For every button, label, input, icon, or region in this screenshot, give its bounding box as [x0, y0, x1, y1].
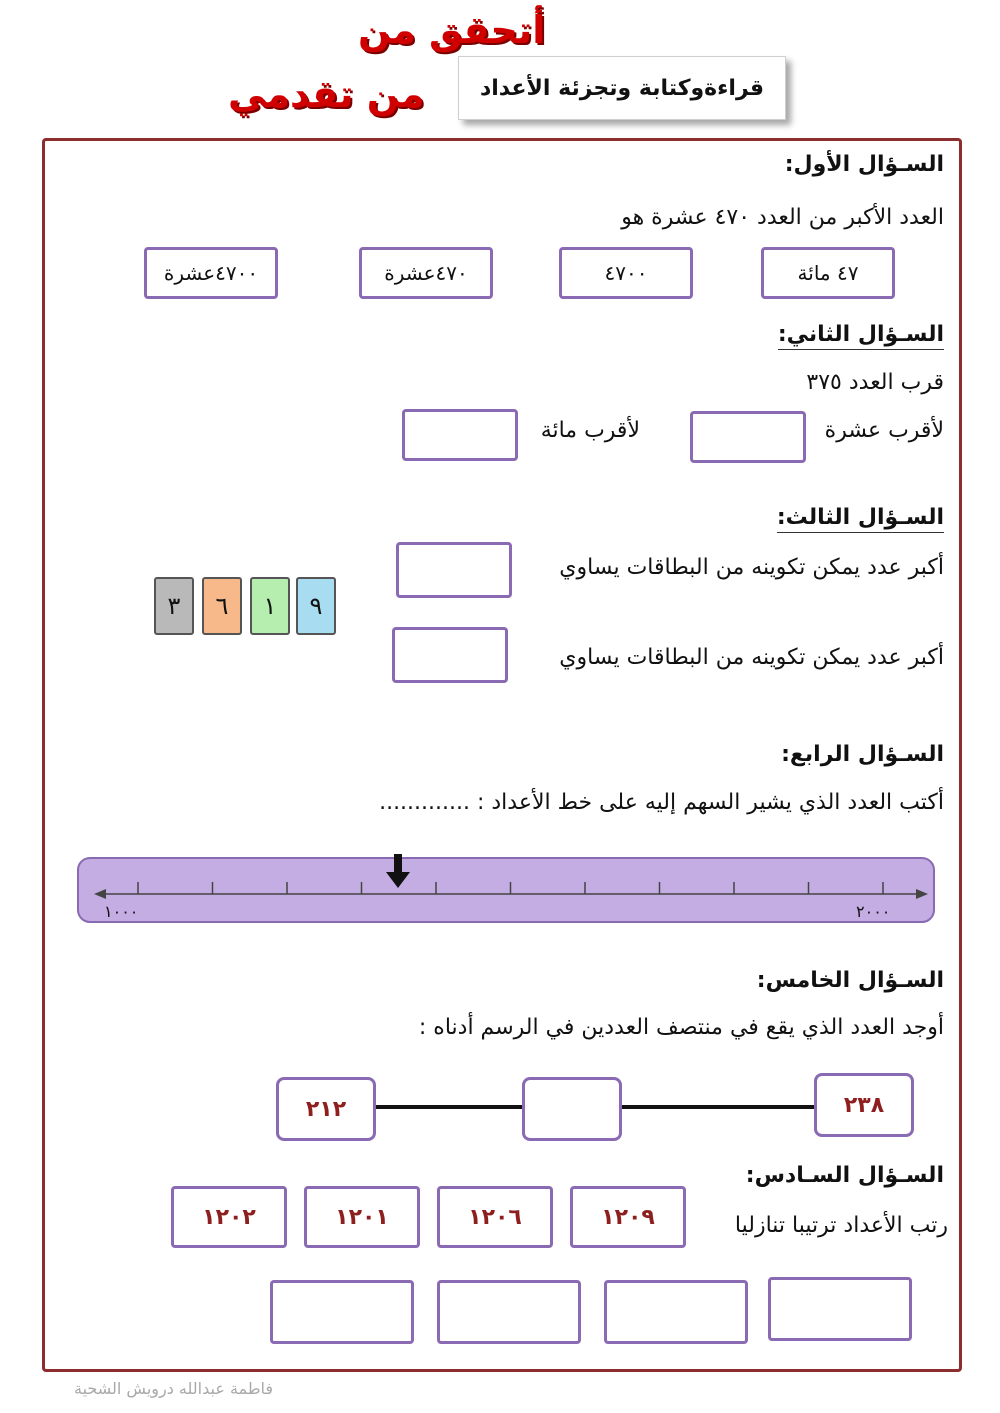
q3-line1: أكبر عدد يمكن تكوينه من البطاقات يساوي [559, 555, 944, 580]
number-line-bar [78, 858, 934, 922]
q3-heading: السـؤال الثالث: [777, 505, 944, 533]
digit-card-3: ٣ [154, 577, 194, 635]
q5-text: أوجد العدد الذي يقع في منتصف العددين في الرسم أدناه : [418, 1015, 944, 1040]
q1-option-2[interactable]: ٤٧٠٠ [559, 247, 693, 299]
q4-heading: السـؤال الرابع: [781, 742, 944, 767]
q1-option-3[interactable]: ٤٧٠عشرة [359, 247, 493, 299]
title-line1: أتحقق من [358, 8, 546, 52]
digit-card-9: ٩ [296, 577, 336, 635]
q6-number-3: ١٢٠١ [304, 1186, 420, 1248]
q1-option-4[interactable]: ٤٧٠٠عشرة [144, 247, 278, 299]
title-line2: من تقدمي [228, 72, 425, 116]
q1-text: العدد الأكبر من العدد ٤٧٠ عشرة هو [621, 205, 944, 230]
q2-answer-hundred[interactable] [402, 409, 518, 461]
q6-number-4: ١٢٠٢ [171, 1186, 287, 1248]
q2-heading: السـؤال الثاني: [778, 322, 944, 350]
topic-box: قراءةوكتابة وتجزئة الأعداد [458, 56, 786, 120]
q2-label-hundred: لأقرب مائة [540, 418, 640, 443]
q6-text: رتب الأعداد ترتيبا تنازليا [734, 1213, 948, 1238]
digit-card-6: ٦ [202, 577, 242, 635]
q4-text: أكتب العدد الذي يشير السهم إليه على خط الأعداد : ............. [379, 790, 944, 815]
number-line [76, 852, 936, 926]
q2-text: قرب العدد ٣٧٥ [806, 370, 944, 395]
q5-left-value: ٢١٢ [276, 1077, 376, 1141]
q6-answer-4[interactable] [270, 1280, 414, 1344]
author-credit: فاطمة عبدالله درويش الشحية [74, 1379, 274, 1398]
q6-heading: السـؤال السـادس: [745, 1163, 944, 1188]
q1-heading: السـؤال الأول: [784, 152, 944, 177]
q3-answer-1[interactable] [396, 542, 512, 598]
digit-card-1: ١ [250, 577, 290, 635]
q6-number-2: ١٢٠٦ [437, 1186, 553, 1248]
q1-option-1[interactable]: ٤٧ مائة [761, 247, 895, 299]
q2-label-ten: لأقرب عشرة [824, 418, 944, 443]
q3-answer-2[interactable] [392, 627, 508, 683]
q6-number-1: ١٢٠٩ [570, 1186, 686, 1248]
q6-answer-3[interactable] [437, 1280, 581, 1344]
number-line-label-right: ٢٠٠٠ [856, 902, 891, 921]
q2-answer-ten[interactable] [690, 411, 806, 463]
q6-answer-2[interactable] [604, 1280, 748, 1344]
q5-right-value: ٢٣٨ [814, 1073, 914, 1137]
number-line-label-left: ١٠٠٠ [104, 902, 139, 921]
q5-heading: السـؤال الخامس: [756, 968, 944, 993]
q3-line2: أكبر عدد يمكن تكوينه من البطاقات يساوي [559, 645, 944, 670]
q6-answer-1[interactable] [768, 1277, 912, 1341]
q5-answer-box[interactable] [522, 1077, 622, 1141]
